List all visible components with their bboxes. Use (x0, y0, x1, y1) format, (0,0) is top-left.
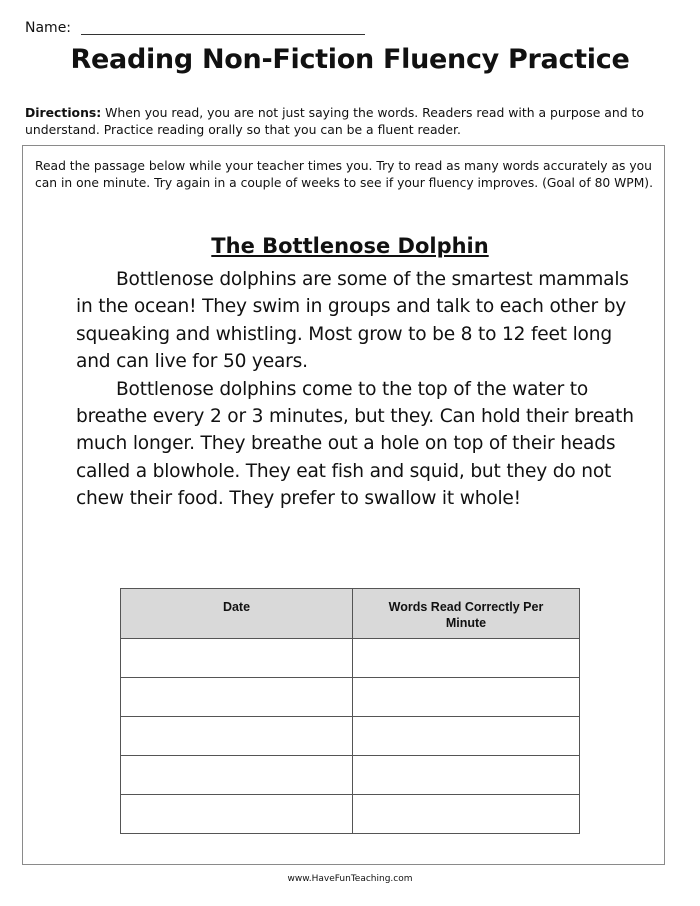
date-cell[interactable] (121, 678, 353, 717)
table-row (121, 795, 580, 834)
passage-paragraph: Bottlenose dolphins come to the top of the water to breathe every 2 or 3 minutes, but they. Can hold their breath much longer. They breathe out a hole on top of their heads called a blowhole. They eat fish and squid, but they do not chew their food. They prefer to swallow it whole! (76, 378, 634, 510)
wpm-cell[interactable] (353, 756, 580, 795)
passage-title: The Bottlenose Dolphin (211, 234, 489, 258)
table-row (121, 678, 580, 717)
table-row (121, 756, 580, 795)
name-line[interactable] (81, 34, 365, 35)
passage-paragraph: Bottlenose dolphins are some of the smartest mammals in the ocean! They swim in groups and talk to each other by squeaking and whistling. Most grow to be 8 to 12 feet long and can live for 50 years. (76, 269, 629, 373)
table-row (121, 639, 580, 678)
table-header-row (121, 589, 580, 639)
instructions: Read the passage below while your teacher times you. Try to read as many words accurately as you can in one minute. Try again in a couple of weeks to see if your fluency improves. (Goal of 80 WPM). (35, 159, 654, 190)
table-row (121, 717, 580, 756)
footer-url: www.HaveFunTeaching.com (287, 874, 413, 884)
passage-body (76, 266, 636, 513)
directions-text: When you read, you are not just saying the words. Readers read with a purpose and to understand. Practice reading orally so that you can be a fluent reader. (25, 105, 644, 137)
page-title: Reading Non-Fiction Fluency Practice (70, 44, 630, 75)
name-label: Name: (25, 20, 72, 36)
directions-label: Directions: (25, 105, 102, 120)
wpm-cell[interactable] (353, 717, 580, 756)
date-cell[interactable] (121, 639, 353, 678)
wpm-cell[interactable] (353, 639, 580, 678)
wpm-cell[interactable] (353, 795, 580, 834)
directions (25, 104, 675, 138)
name-field[interactable] (25, 18, 365, 40)
fluency-log-table (120, 588, 580, 834)
date-cell[interactable] (121, 756, 353, 795)
wpm-column-header (353, 589, 580, 639)
date-cell[interactable] (121, 795, 353, 834)
wpm-header-label: Words Read Correctly Per Minute (388, 600, 544, 630)
date-column-header: Date (121, 589, 353, 639)
date-cell[interactable] (121, 717, 353, 756)
wpm-cell[interactable] (353, 678, 580, 717)
